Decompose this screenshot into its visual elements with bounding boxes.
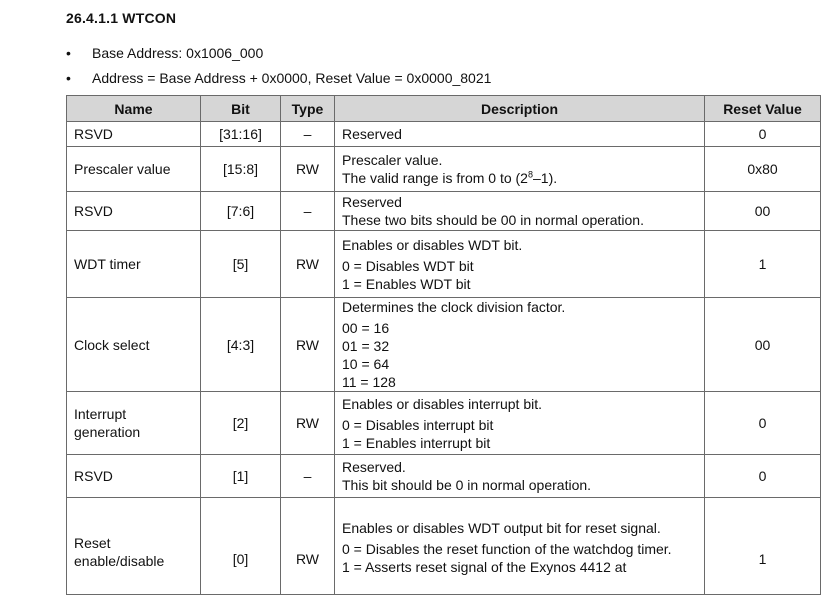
field-name: RSVD	[67, 455, 201, 498]
column-header-name: Name	[67, 96, 201, 122]
field-type: RW	[281, 231, 335, 298]
field-type: RW	[281, 392, 335, 455]
field-name: RSVD	[67, 122, 201, 147]
field-reset-value: 1	[705, 498, 821, 595]
address-reset-text: Address = Base Address + 0x0000, Reset Value = 0x0000_8021	[92, 70, 492, 86]
field-type: RW	[281, 498, 335, 595]
field-reset-value: 0	[705, 392, 821, 455]
field-bit: [2]	[201, 392, 281, 455]
field-bit: [31:16]	[201, 122, 281, 147]
table-row	[67, 192, 821, 231]
field-reset-value: 0	[705, 122, 821, 147]
field-reset-value: 00	[705, 298, 821, 392]
field-description: Reserved	[335, 122, 705, 147]
field-name: Clock select	[67, 298, 201, 392]
field-type: –	[281, 192, 335, 231]
table-row	[67, 455, 821, 498]
field-name: Interrupt generation	[67, 392, 201, 455]
field-description: Reserved. This bit should be 0 in normal operation.	[335, 455, 705, 498]
field-type: RW	[281, 298, 335, 392]
table-row	[67, 122, 821, 147]
column-header-description: Description	[335, 96, 705, 122]
table-row	[67, 498, 821, 595]
field-name: Reset enable/disable	[67, 498, 201, 595]
column-header-reset-value: Reset Value	[705, 96, 821, 122]
field-reset-value: 1	[705, 231, 821, 298]
field-reset-value: 0x80	[705, 147, 821, 192]
field-description: Determines the clock division factor. 00 = 16 01 = 32 10 = 64 11 = 128	[335, 298, 705, 392]
column-header-bit: Bit	[201, 96, 281, 122]
field-reset-value: 00	[705, 192, 821, 231]
list-item	[66, 69, 491, 94]
field-description: Enables or disables interrupt bit. 0 = Disables interrupt bit 1 = Enables interrupt bit	[335, 392, 705, 455]
field-name: Prescaler value	[67, 147, 201, 192]
bullet-dot-icon: •	[66, 70, 71, 86]
field-description: Reserved These two bits should be 00 in normal operation.	[335, 192, 705, 231]
field-description: Enables or disables WDT bit. 0 = Disables WDT bit 1 = Enables WDT bit	[335, 231, 705, 298]
field-reset-value: 0	[705, 455, 821, 498]
table-row	[67, 231, 821, 298]
field-bit: [0]	[201, 498, 281, 595]
address-bullet-list	[66, 44, 491, 94]
field-bit: [4:3]	[201, 298, 281, 392]
field-name: RSVD	[67, 192, 201, 231]
field-description: Prescaler value. The valid range is from 0 to $(2^8-1)$.	[335, 147, 705, 192]
field-type: –	[281, 455, 335, 498]
field-type: RW	[281, 147, 335, 192]
table-header-row	[67, 96, 821, 122]
column-header-type: Type	[281, 96, 335, 122]
list-item	[66, 44, 491, 69]
field-bit: [5]	[201, 231, 281, 298]
field-bit: [1]	[201, 455, 281, 498]
field-bit: [15:8]	[201, 147, 281, 192]
field-description: Enables or disables WDT output bit for reset signal. 0 = Disables the reset function of the watchdog timer. 1 = Asserts reset signal of the Exynos 4412 at	[335, 498, 705, 595]
bullet-dot-icon: •	[66, 45, 71, 61]
base-address-text: Base Address: 0x1006_000	[92, 45, 264, 61]
field-name: WDT timer	[67, 231, 201, 298]
table-row	[67, 392, 821, 455]
table-row	[67, 298, 821, 392]
table-row	[67, 147, 821, 192]
register-table	[66, 95, 821, 595]
field-type: –	[281, 122, 335, 147]
field-bit: [7:6]	[201, 192, 281, 231]
section-title: 26.4.1.1 WTCON	[66, 10, 177, 26]
